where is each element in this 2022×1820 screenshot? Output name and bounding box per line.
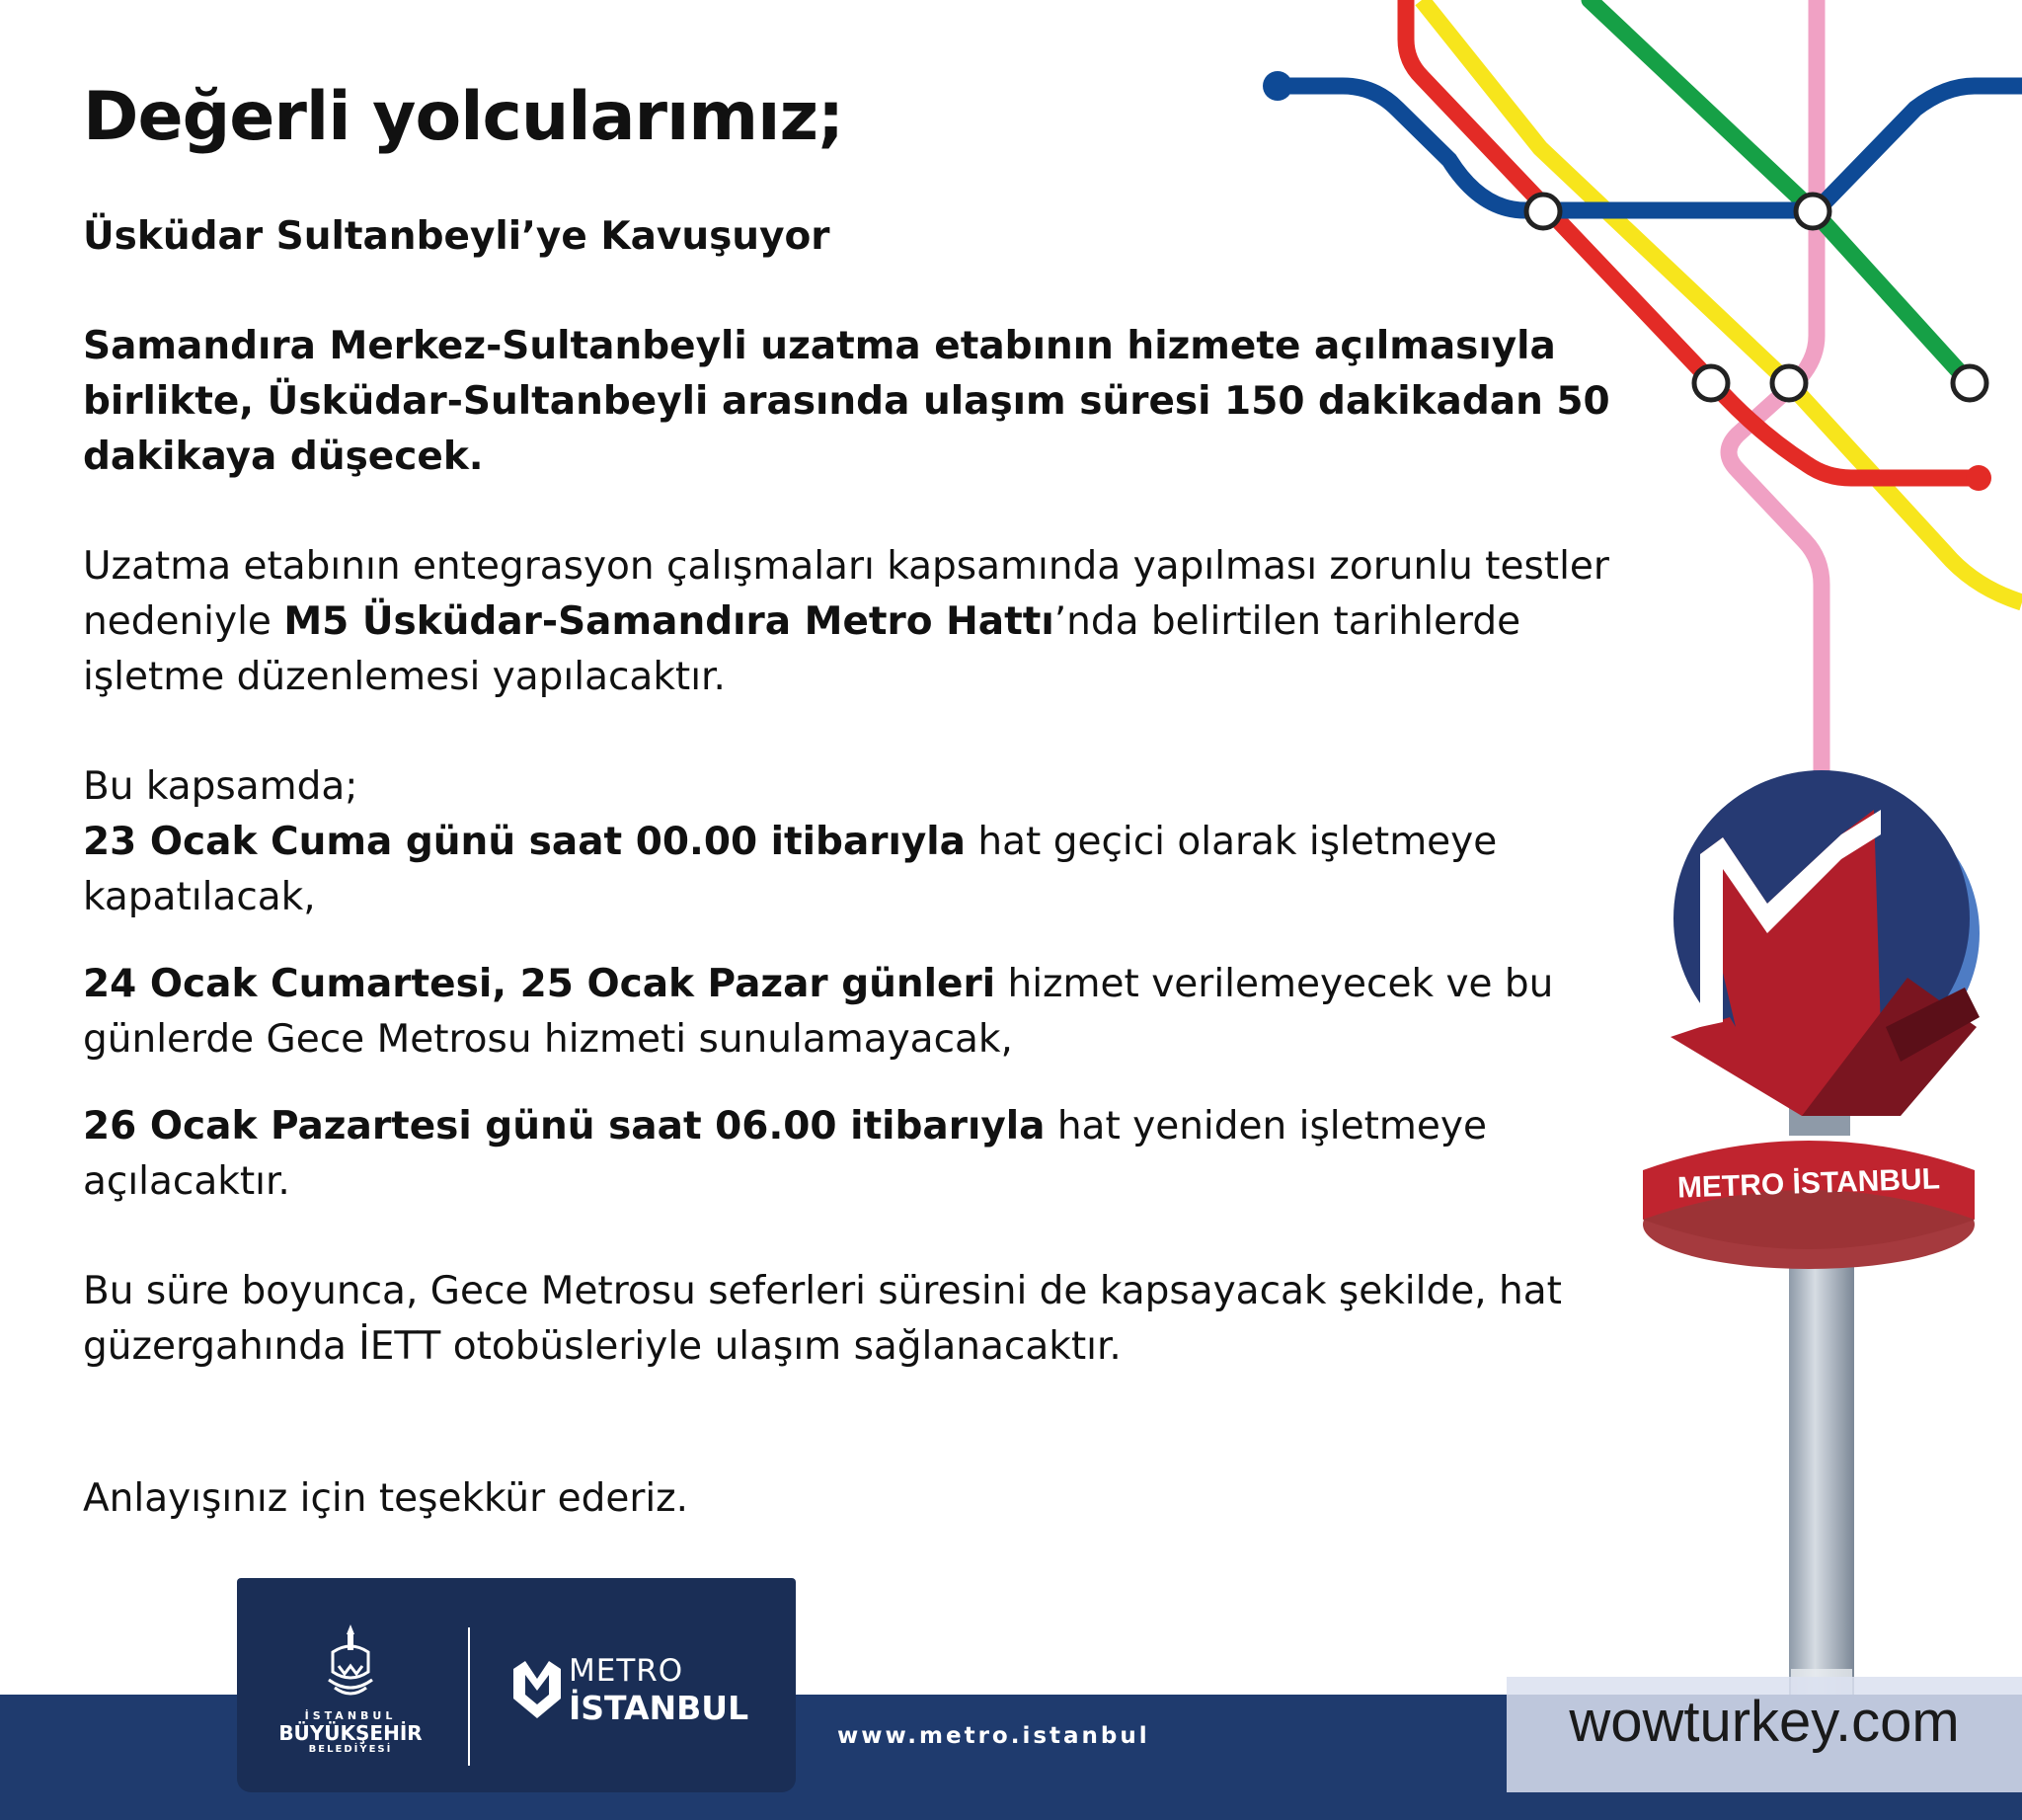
announcement-body xyxy=(83,209,1643,1527)
paragraph-integration-end: ’nda belirtilen tarihlerde işletme düzenlemesi yapılacaktır. xyxy=(83,599,1521,699)
ibb-logo xyxy=(276,1622,425,1755)
ibb-line2: BÜYÜKŞEHİR xyxy=(278,1721,423,1745)
istanbul-word: İSTANBUL xyxy=(569,1689,749,1727)
schedule-item-closure xyxy=(83,815,1643,925)
closing-note: Anlayışınız için teşekkür ederiz. xyxy=(83,1476,689,1521)
schedule-item-reopen-date: 26 Ocak Pazartesi günü saat 06.00 itibarıyla xyxy=(83,1104,1046,1148)
paragraph-extension: Samandıra Merkez-Sultanbeyli uzatma etabının hizmete açılmasıyla birlikte, Üsküdar-Sultanbeyli arasında ulaşım süresi 150 dakikadan 50 dakikaya düşecek. xyxy=(83,324,1610,479)
schedule-item-weekend-text: hizmet verilemeyecek ve bu günlerde Gece Metrosu hizmeti sunulamayacak, xyxy=(83,962,1554,1062)
ibb-line1: İSTANBUL xyxy=(304,1709,397,1722)
metro-m-icon xyxy=(511,1659,563,1720)
paragraph-bus-service: Bu süre boyunca, Gece Metrosu seferleri süresini de kapsayacak şekilde, hat güzergahında İETT otobüsleriyle ulaşım sağlanacaktır. xyxy=(83,1269,1562,1369)
metro-word: METRO xyxy=(569,1653,684,1689)
paragraph-integration-start: Uzatma etabının entegrasyon çalışmaları kapsamında yapılması zorunlu testler nedeniyle xyxy=(83,544,1609,644)
schedule-item-weekend-date: 24 Ocak Cumartesi, 25 Ocak Pazar günleri xyxy=(83,962,996,1006)
subtitle: Üsküdar Sultanbeyli’ye Kavuşuyor xyxy=(83,214,830,259)
page-title: Değerli yolcularımız; xyxy=(83,78,844,156)
sign-pole xyxy=(1789,1225,1854,1738)
paragraph-integration xyxy=(83,539,1643,705)
sign-label: METRO İSTANBUL xyxy=(1676,1162,1941,1205)
line-name: M5 Üsküdar-Samandıra Metro Hattı xyxy=(283,599,1054,644)
schedule-item-closure-text: hat geçici olarak işletmeye kapatılacak, xyxy=(83,820,1498,919)
website-url: www.metro.istanbul xyxy=(837,1723,1150,1749)
schedule-item-closure-date: 23 Ocak Cuma günü saat 00.00 itibarıyla xyxy=(83,820,966,864)
scope-intro: Bu kapsamda; xyxy=(83,764,358,809)
ibb-line3: BELEDİYESİ xyxy=(308,1744,393,1755)
schedule-item-reopen xyxy=(83,1099,1643,1210)
footer-logo-box xyxy=(237,1578,796,1792)
schedule-item-reopen-text: hat yeniden işletmeye açılacaktır. xyxy=(83,1104,1487,1204)
watermark: wowturkey.com xyxy=(1507,1677,2022,1792)
logo-divider xyxy=(468,1627,470,1766)
schedule-item-weekend xyxy=(83,957,1643,1068)
ibb-emblem-icon xyxy=(321,1622,380,1701)
